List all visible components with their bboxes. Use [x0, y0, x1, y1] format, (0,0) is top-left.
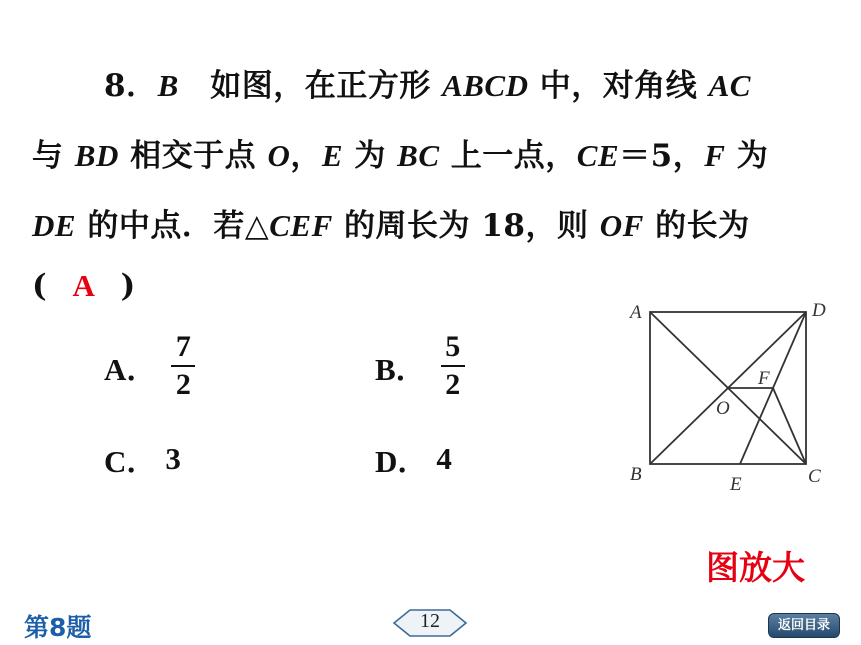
question-label: 第8题 [24, 613, 92, 642]
question-line-2 [32, 130, 768, 175]
var-de: DE [32, 208, 77, 243]
label-e: E [730, 474, 742, 495]
var-abcd: ABCD [442, 68, 529, 103]
label-o: O [716, 398, 730, 419]
question-text: 中，对角线 [528, 68, 709, 104]
label-f: F [758, 368, 770, 389]
question-text: 的长为 [643, 208, 750, 244]
answer-line [32, 268, 136, 304]
option-a-denominator: 2 [175, 368, 191, 401]
label-d: D [812, 300, 826, 321]
option-a-fraction [171, 330, 195, 402]
enlarge-figure-link[interactable]: 图放大 [706, 548, 805, 587]
question-text: 相交于点 [118, 138, 268, 174]
option-d-value: 4 [436, 440, 452, 476]
geometry-figure [620, 292, 840, 502]
answer-letter: B [157, 68, 179, 103]
question-text: 如图，在正方形 [178, 68, 443, 104]
question-text: 的周长为 18，则 [332, 208, 600, 244]
var-cef: CEF [269, 208, 333, 243]
var-bc: BC [397, 138, 440, 173]
fraction-bar [171, 365, 195, 367]
option-c-value: 3 [165, 440, 181, 476]
var-of: OF [599, 208, 644, 243]
question-text: 与 [32, 138, 75, 174]
var-o: O [267, 138, 291, 173]
option-b-fraction [441, 330, 465, 402]
answer-paren-close: ) [109, 268, 136, 304]
option-a-label: A． [104, 351, 158, 387]
option-a[interactable] [104, 330, 195, 402]
question-line-3 [32, 200, 750, 245]
option-c-label: C． [104, 444, 158, 479]
option-d-label: D． [375, 444, 429, 479]
question-line-1 [104, 60, 751, 105]
question-text: 为 [725, 138, 769, 174]
var-bd: BD [74, 138, 119, 173]
option-d[interactable] [375, 436, 452, 481]
option-b[interactable] [375, 330, 465, 402]
segment-fc [773, 388, 806, 464]
question-text: ， [290, 138, 322, 174]
answer-paren-open: ( [32, 268, 59, 304]
answer-text: A [72, 268, 96, 303]
option-a-numerator: 7 [175, 330, 191, 363]
question-text: 的中点．若△ [76, 208, 270, 244]
question-text: ＝5， [619, 138, 705, 174]
label-b: B [630, 464, 642, 485]
option-b-numerator: 5 [445, 330, 461, 363]
var-ce: CE [576, 138, 620, 173]
var-ac: AC [708, 68, 751, 103]
var-e: E [321, 138, 344, 173]
question-number: 8． [104, 68, 158, 104]
label-c: C [808, 466, 821, 487]
question-text: 上一点， [439, 138, 577, 174]
back-to-contents-button[interactable]: 返回目录 [768, 613, 840, 638]
question-text: 为 [343, 138, 398, 174]
label-a: A [630, 302, 642, 323]
option-c[interactable] [104, 436, 181, 481]
fraction-bar [441, 365, 465, 367]
option-b-denominator: 2 [445, 368, 461, 401]
page-number: 12 [420, 610, 440, 632]
var-f: F [704, 138, 726, 173]
option-b-label: B． [375, 351, 427, 387]
page-number-badge [390, 607, 470, 639]
